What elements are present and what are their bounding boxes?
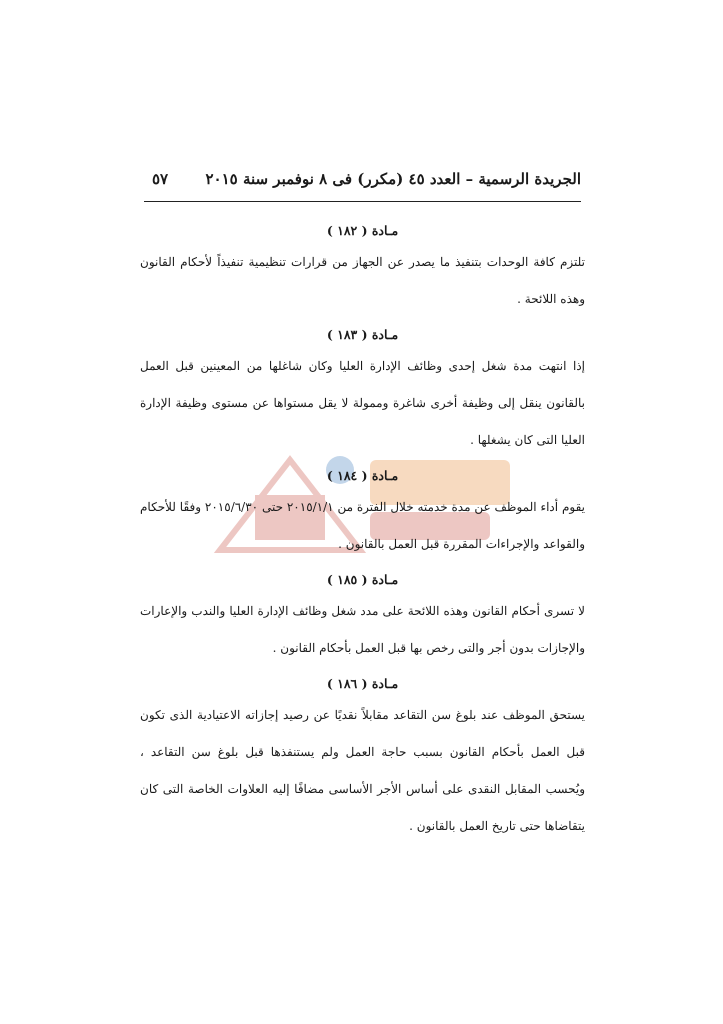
article-title: مـادة ( ١٨٥ ) bbox=[326, 572, 399, 587]
article-text: يستحق الموظف عند بلوغ سن التقاعد مقابلاً نقديًا عن رصيد إجازاته الاعتيادية الذى تكون قبل العمل بأحكام القانون بسبب حاجة العمل ولم يستنفذها قبل بلوغ سن التقاعد ، ويُحسب المقابل النقدى على أساس الأجر الأساسى مضافًا إليه العلاوات الخاصة التى كان يتقاضاها حتى تاريخ العمل بالقانون . bbox=[140, 708, 585, 833]
article-title: مـادة ( ١٨٦ ) bbox=[326, 676, 399, 691]
document-body bbox=[140, 218, 585, 849]
article-183 bbox=[140, 322, 585, 459]
article-184 bbox=[140, 463, 585, 563]
article-186 bbox=[140, 671, 585, 845]
page-header bbox=[144, 170, 581, 200]
article-text: إذا انتهت مدة شغل إحدى وظائف الإدارة العليا وكان شاغلها من المعينين قبل العمل بالقانون ينقل إلى وظيفة أخرى شاغرة وممولة لا يقل مستواها عن مستوى وظيفة الإدارة العليا التى كان يشغلها . bbox=[140, 359, 585, 447]
article-text: يقوم أداء الموظف عن مدة خدمته خلال الفترة من ٢٠١٥/١/١ حتى ٢٠١٥/٦/٣٠ وفقًا للأحكام والقواعد والإجراءات المقررة قبل العمل بالقانون . bbox=[140, 500, 585, 551]
article-text: لا تسرى أحكام القانون وهذه اللائحة على مدد شغل وظائف الإدارة العليا والندب والإعارات والإجازات بدون أجر والتى رخص بها قبل العمل بأحكام القانون . bbox=[140, 604, 585, 655]
header-divider bbox=[144, 201, 581, 202]
article-182 bbox=[140, 218, 585, 318]
article-185 bbox=[140, 567, 585, 667]
article-title: مـادة ( ١٨٣ ) bbox=[326, 327, 399, 342]
article-text: تلتزم كافة الوحدات بتنفيذ ما يصدر عن الجهاز من قرارات تنظيمية تنفيذاً لأحكام القانون وهذه اللائحة . bbox=[140, 255, 585, 306]
page-number: ٥٧ bbox=[152, 170, 169, 188]
gazette-title: الجريدة الرسمية – العدد ٤٥ (مكرر) فى ٨ نوفمبر سنة ٢٠١٥ bbox=[205, 170, 581, 188]
article-title: مـادة ( ١٨٢ ) bbox=[326, 223, 399, 238]
article-title: مـادة ( ١٨٤ ) bbox=[326, 468, 399, 483]
